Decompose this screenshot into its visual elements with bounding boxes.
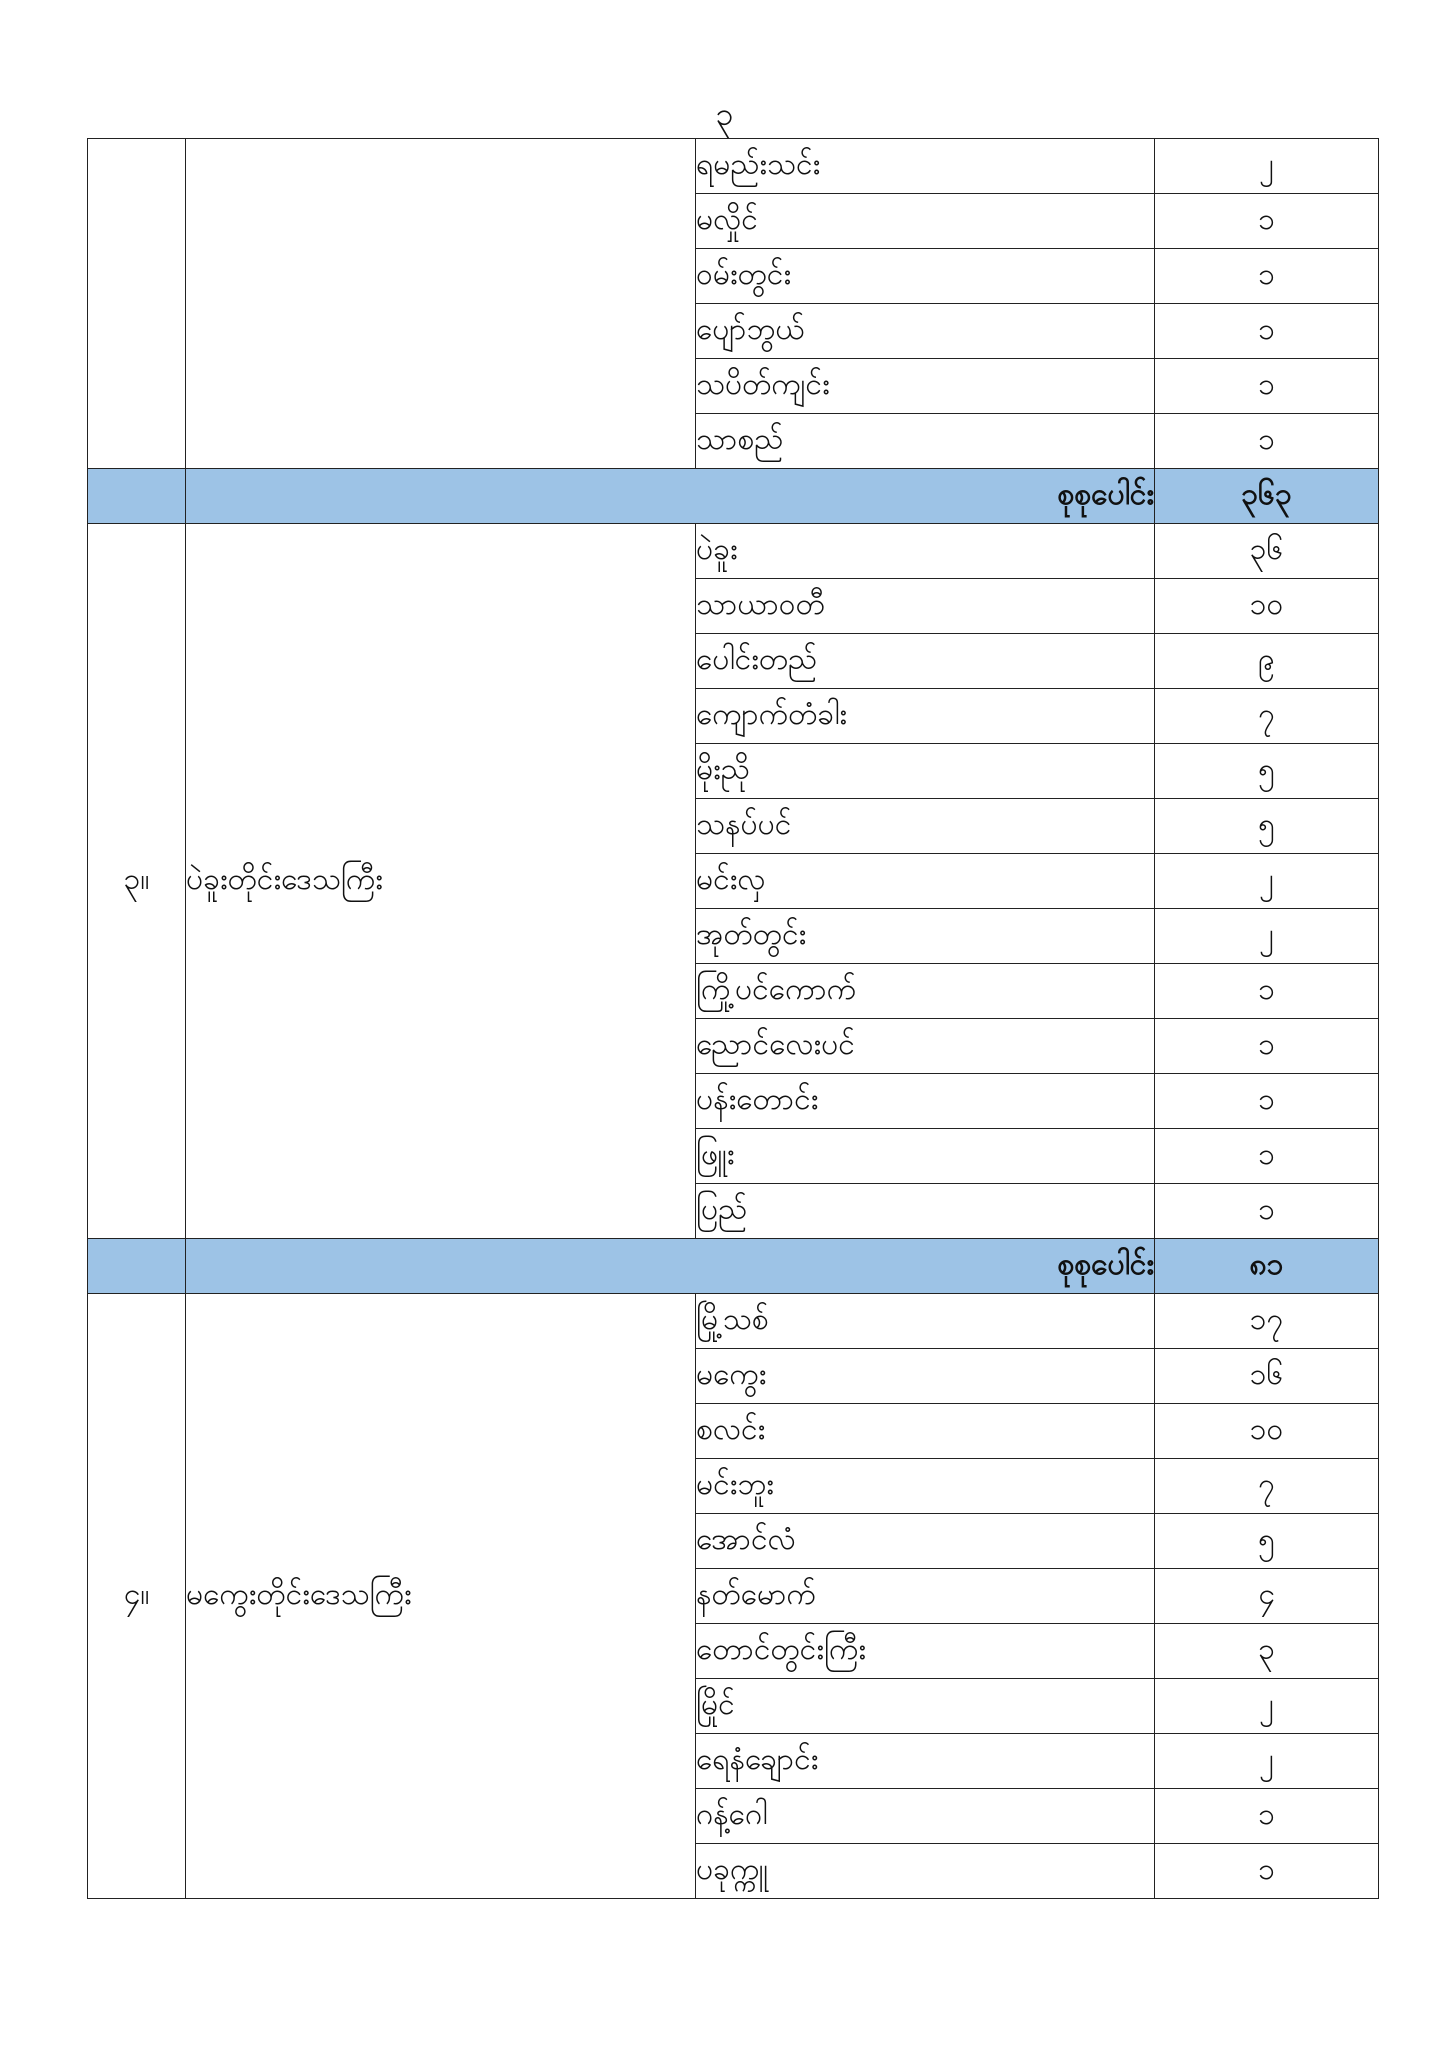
township-count: ၇: [1155, 689, 1379, 744]
township-name: မိုးညို: [696, 744, 1155, 799]
total-row-blank: [88, 469, 186, 524]
township-count: ၂: [1155, 1734, 1379, 1789]
table-row: [88, 1294, 1379, 1349]
township-name: သနပ်ပင်: [696, 799, 1155, 854]
page-number: ၃: [715, 95, 734, 133]
township-count: ၁: [1155, 1129, 1379, 1184]
township-count: ၁: [1155, 1184, 1379, 1239]
region-name: [186, 139, 696, 469]
region-name: မကွေးတိုင်းဒေသကြီး: [186, 1294, 696, 1899]
township-count: ၁: [1155, 964, 1379, 1019]
table-row: [88, 139, 1379, 194]
township-name: သာစည်: [696, 414, 1155, 469]
township-count: ၁: [1155, 304, 1379, 359]
township-count: ၁: [1155, 359, 1379, 414]
total-label: စုစုပေါင်း: [186, 469, 1155, 524]
township-count: ၁၀: [1155, 1404, 1379, 1459]
township-name: ဖြူး: [696, 1129, 1155, 1184]
township-name: နတ်မောက်: [696, 1569, 1155, 1624]
total-row: [88, 469, 1379, 524]
township-name: မလှိုင်: [696, 194, 1155, 249]
township-count: ၂: [1155, 909, 1379, 964]
township-name: အောင်လံ: [696, 1514, 1155, 1569]
township-count: ၁၆: [1155, 1349, 1379, 1404]
township-count: ၁: [1155, 1019, 1379, 1074]
township-count: ၅: [1155, 744, 1379, 799]
township-name: ဂန့်ဂေါ: [696, 1789, 1155, 1844]
township-name: မြို့သစ်: [696, 1294, 1155, 1349]
township-name: ပန်းတောင်း: [696, 1074, 1155, 1129]
total-count: ၈၁: [1155, 1239, 1379, 1294]
township-name: အုတ်တွင်း: [696, 909, 1155, 964]
township-count: ၁: [1155, 1844, 1379, 1899]
township-name: ပြည်: [696, 1184, 1155, 1239]
township-count: ၂: [1155, 854, 1379, 909]
township-count: ၁: [1155, 194, 1379, 249]
township-name: ကျောက်တံခါး: [696, 689, 1155, 744]
township-name: ရေနံချောင်း: [696, 1734, 1155, 1789]
total-row-blank: [88, 1239, 186, 1294]
township-name: ဝမ်းတွင်း: [696, 249, 1155, 304]
township-name: တောင်တွင်းကြီး: [696, 1624, 1155, 1679]
township-name: စလင်း: [696, 1404, 1155, 1459]
township-count: ၂: [1155, 139, 1379, 194]
township-name: သာယာဝတီ: [696, 579, 1155, 634]
township-count: ၂: [1155, 1679, 1379, 1734]
township-count: ၁၀: [1155, 579, 1379, 634]
township-count: ၃: [1155, 1624, 1379, 1679]
township-name: ရမည်းသင်း: [696, 139, 1155, 194]
township-name: မြိုင်: [696, 1679, 1155, 1734]
township-name: ပေါင်းတည်: [696, 634, 1155, 689]
township-count: ၉: [1155, 634, 1379, 689]
township-name: သပိတ်ကျင်း: [696, 359, 1155, 414]
total-row: [88, 1239, 1379, 1294]
township-name: ကြို့ပင်ကောက်: [696, 964, 1155, 1019]
township-count: ၅: [1155, 1514, 1379, 1569]
section-number: ၄။: [88, 1294, 186, 1899]
total-count: ၃၆၃: [1155, 469, 1379, 524]
township-name: မကွေး: [696, 1349, 1155, 1404]
region-name: ပဲခူးတိုင်းဒေသကြီး: [186, 524, 696, 1239]
township-name: ပဲခူး: [696, 524, 1155, 579]
township-count: ၁: [1155, 1074, 1379, 1129]
township-count: ၁: [1155, 414, 1379, 469]
township-count: ၃၆: [1155, 524, 1379, 579]
township-count: ၁: [1155, 1789, 1379, 1844]
township-count: ၁၇: [1155, 1294, 1379, 1349]
section-number: [88, 139, 186, 469]
township-count: ၅: [1155, 799, 1379, 854]
township-count-table: [87, 138, 1379, 1899]
township-name: မင်းလှ: [696, 854, 1155, 909]
township-name: ပခုက္ကူ: [696, 1844, 1155, 1899]
table-row: [88, 524, 1379, 579]
township-name: မင်းဘူး: [696, 1459, 1155, 1514]
total-label: စုစုပေါင်း: [186, 1239, 1155, 1294]
township-name: ညောင်လေးပင်: [696, 1019, 1155, 1074]
township-count: ၄: [1155, 1569, 1379, 1624]
section-number: ၃။: [88, 524, 186, 1239]
township-count: ၇: [1155, 1459, 1379, 1514]
township-count: ၁: [1155, 249, 1379, 304]
township-name: ပျော်ဘွယ်: [696, 304, 1155, 359]
